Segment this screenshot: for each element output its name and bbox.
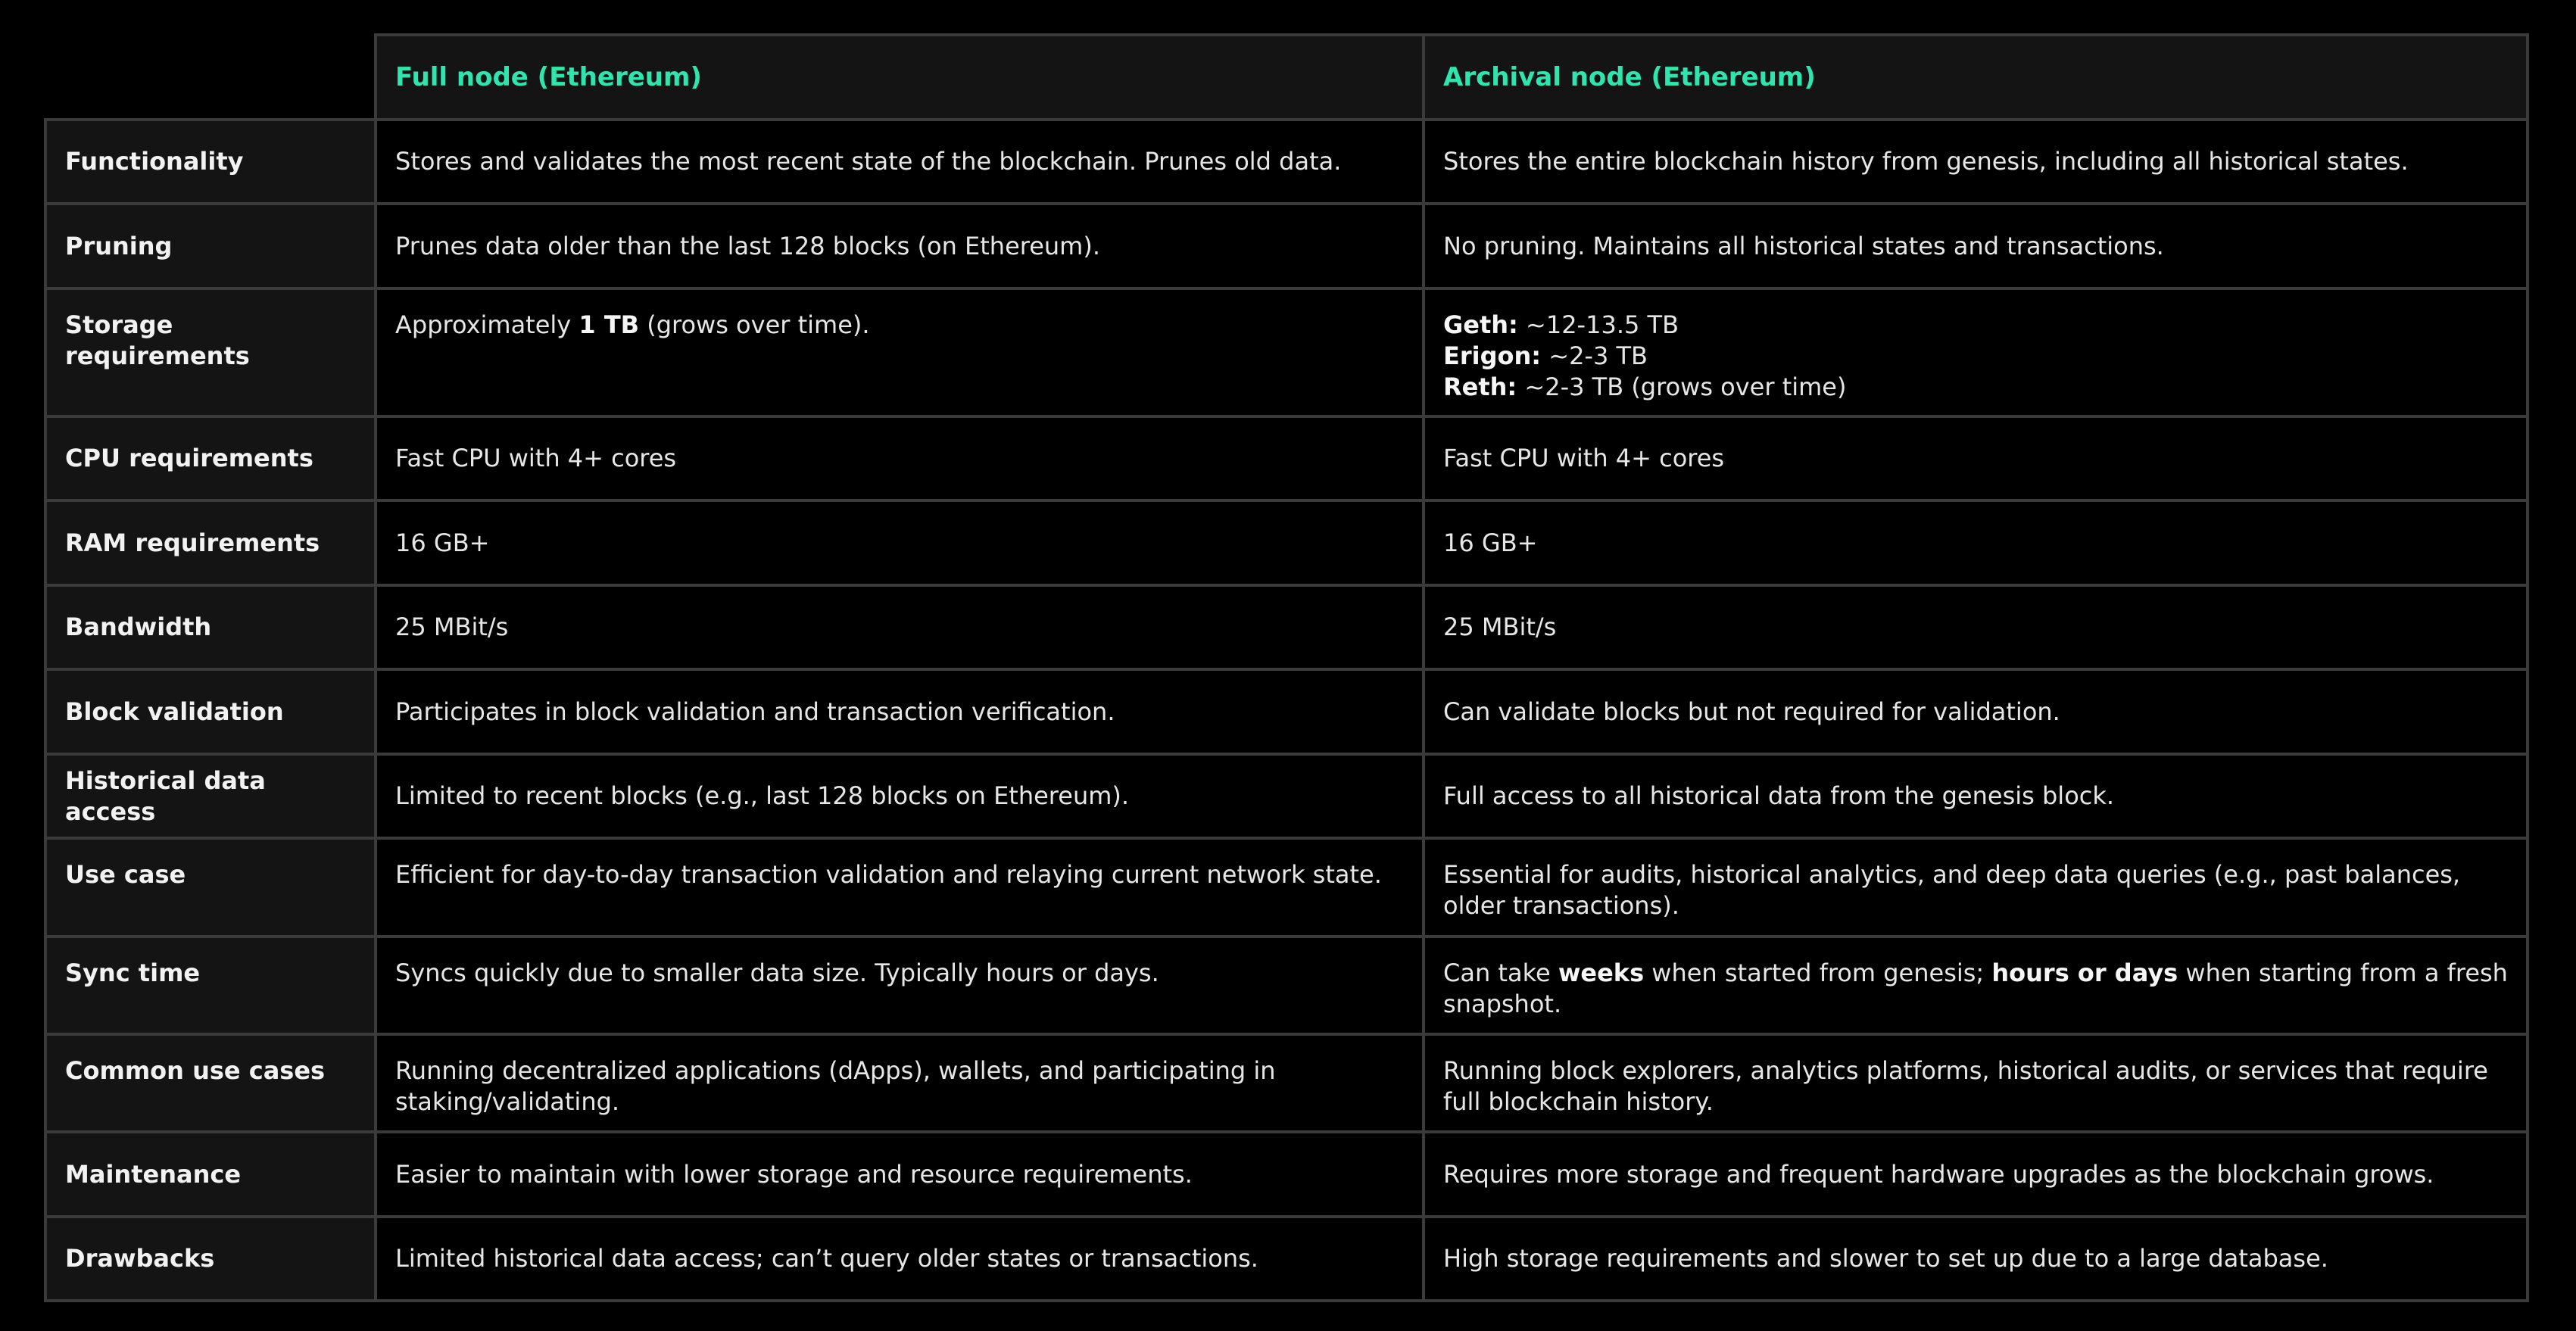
row-label: Pruning xyxy=(45,204,376,288)
row-label: Sync time xyxy=(45,937,376,1034)
comparison-table xyxy=(44,33,2529,1302)
table-row xyxy=(45,204,2528,288)
archival-node-cell: 25 MBit/s xyxy=(1424,585,2528,669)
table-row xyxy=(45,754,2528,838)
cell-text: Can take xyxy=(1443,959,1558,987)
table-row xyxy=(45,937,2528,1034)
full-node-cell: Prunes data older than the last 128 blocks (on Ethereum). xyxy=(376,204,1424,288)
row-label: RAM requirements xyxy=(45,500,376,585)
table-row xyxy=(45,416,2528,500)
full-node-cell: Fast CPU with 4+ cores xyxy=(376,416,1424,500)
archival-node-cell: Running block explorers, analytics platforms, historical audits, or services that require full blockchain history. xyxy=(1424,1034,2528,1132)
archival-node-cell: Can validate blocks but not required for validation. xyxy=(1424,669,2528,754)
row-label: Maintenance xyxy=(45,1132,376,1217)
archival-node-cell: 16 GB+ xyxy=(1424,500,2528,585)
storage-line-erigon xyxy=(1443,341,2508,372)
full-node-cell: Syncs quickly due to smaller data size. Typically hours or days. xyxy=(376,937,1424,1034)
cell-text-bold: weeks xyxy=(1558,959,1645,987)
table-row xyxy=(45,585,2528,669)
cell-text: when started from genesis; xyxy=(1644,959,1992,987)
archival-node-cell: Essential for audits, historical analytics, and deep data queries (e.g., past balances, older transactions). xyxy=(1424,838,2528,937)
header-row xyxy=(45,35,2528,120)
cell-text-bold: 1 TB xyxy=(579,310,640,339)
client-name: Geth: xyxy=(1443,310,1518,339)
table-row xyxy=(45,120,2528,204)
corner-cell xyxy=(45,35,376,120)
client-storage: ~2-3 TB (grows over time) xyxy=(1517,372,1847,401)
row-label: Historical data access xyxy=(45,754,376,838)
row-label: Functionality xyxy=(45,120,376,204)
archival-node-cell: No pruning. Maintains all historical states and transactions. xyxy=(1424,204,2528,288)
row-label: Drawbacks xyxy=(45,1217,376,1301)
archival-node-cell: Full access to all historical data from the genesis block. xyxy=(1424,754,2528,838)
archival-node-cell: High storage requirements and slower to set up due to a large database. xyxy=(1424,1217,2528,1301)
table-row xyxy=(45,1217,2528,1301)
cell-text: Approximately xyxy=(395,310,579,339)
archival-node-cell: Requires more storage and frequent hardware upgrades as the blockchain grows. xyxy=(1424,1132,2528,1217)
row-label: CPU requirements xyxy=(45,416,376,500)
table-row xyxy=(45,288,2528,416)
client-name: Reth: xyxy=(1443,372,1517,401)
client-storage: ~2-3 TB xyxy=(1541,341,1648,370)
table-row xyxy=(45,500,2528,585)
storage-line-reth xyxy=(1443,372,2508,403)
cell-text-bold: hours or days xyxy=(1991,959,2178,987)
archival-node-cell: Stores the entire blockchain history from genesis, including all historical states. xyxy=(1424,120,2528,204)
header-full-node: Full node (Ethereum) xyxy=(376,35,1424,120)
row-label: Use case xyxy=(45,838,376,937)
full-node-cell: 16 GB+ xyxy=(376,500,1424,585)
row-label: Storage requirements xyxy=(45,288,376,416)
full-node-cell: Running decentralized applications (dApps), wallets, and participating in staking/validating. xyxy=(376,1034,1424,1132)
full-node-cell: Limited historical data access; can’t query older states or transactions. xyxy=(376,1217,1424,1301)
archival-node-cell: Fast CPU with 4+ cores xyxy=(1424,416,2528,500)
full-node-cell: Easier to maintain with lower storage and resource requirements. xyxy=(376,1132,1424,1217)
row-label: Block validation xyxy=(45,669,376,754)
row-label: Bandwidth xyxy=(45,585,376,669)
cell-text: (grows over time). xyxy=(639,310,870,339)
archival-node-cell xyxy=(1424,288,2528,416)
table-row xyxy=(45,1132,2528,1217)
archival-node-cell xyxy=(1424,937,2528,1034)
table-row xyxy=(45,669,2528,754)
table-row xyxy=(45,1034,2528,1132)
full-node-cell xyxy=(376,288,1424,416)
header-archival-node: Archival node (Ethereum) xyxy=(1424,35,2528,120)
full-node-cell: Limited to recent blocks (e.g., last 128 blocks on Ethereum). xyxy=(376,754,1424,838)
client-storage: ~12-13.5 TB xyxy=(1517,310,1679,339)
table-row xyxy=(45,838,2528,937)
full-node-cell: Efficient for day-to-day transaction validation and relaying current network state. xyxy=(376,838,1424,937)
row-label: Common use cases xyxy=(45,1034,376,1132)
storage-line-geth xyxy=(1443,310,2508,341)
client-name: Erigon: xyxy=(1443,341,1542,370)
full-node-cell: Stores and validates the most recent state of the blockchain. Prunes old data. xyxy=(376,120,1424,204)
full-node-cell: 25 MBit/s xyxy=(376,585,1424,669)
full-node-cell: Participates in block validation and transaction verification. xyxy=(376,669,1424,754)
cell-text: when starting from a fresh snapshot. xyxy=(1443,959,2508,1018)
